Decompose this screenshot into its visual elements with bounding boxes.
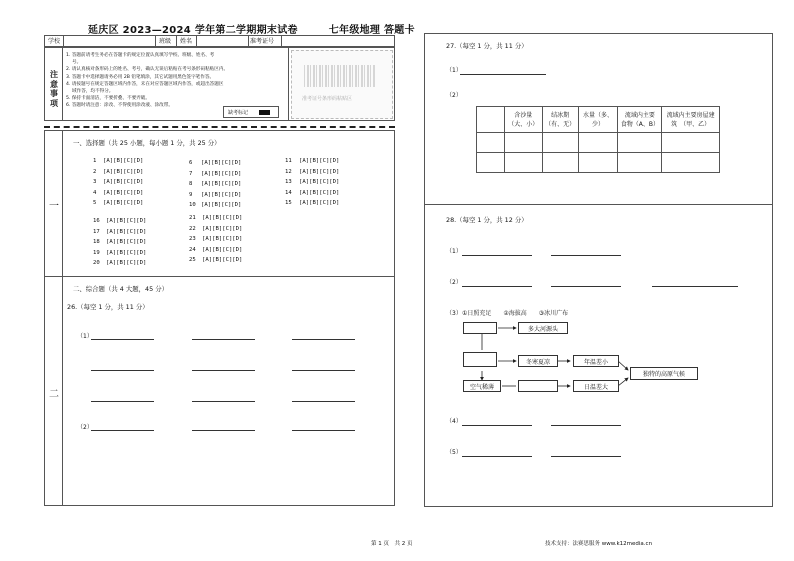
table-header: 流域内主要房屋建 筑 （甲、乙） <box>662 107 720 133</box>
table-header: 流域内主要 食物（A、B） <box>618 107 662 133</box>
page-title: 延庆区 2023—2024 学年第二学期期末试卷 七年级地理 答题卡 <box>88 25 415 36</box>
choice-group-21-25[interactable]: 21 [A][B][C][D] 22 [A][B][C][D] 23 [A][B][C][D] 24 [A][B][C][D] 25 [A][B][C][D] <box>189 215 243 263</box>
info-row <box>44 35 395 47</box>
page-number: 第 1 页 共 2 页 <box>371 541 413 547</box>
q26-part2-label: （2） <box>77 424 93 431</box>
answer-line[interactable] <box>551 255 621 256</box>
answer-line[interactable] <box>462 456 532 457</box>
choice-group-11-15[interactable]: 11 [A][B][C][D] 12 [A][B][C][D] 13 [A][B][C][D] 14 [A][B][C][D] 15 [A][B][C][D] <box>285 158 340 206</box>
answer-line[interactable] <box>192 401 255 402</box>
node-daily-range: 日温差大 <box>573 380 619 392</box>
table-cell[interactable] <box>542 153 578 173</box>
table-cell[interactable] <box>578 153 618 173</box>
school-label: 学校 <box>48 38 61 45</box>
q26-part1-label: （1） <box>77 333 93 340</box>
answer-line[interactable] <box>292 430 355 431</box>
section1-heading: 一、选择题（共 25 小题，每小题 1 分，共 25 分） <box>73 139 221 147</box>
q27-table <box>476 106 720 173</box>
node-annual-range: 年温差小 <box>573 355 619 367</box>
answer-line[interactable] <box>652 286 738 287</box>
miss-mark-box[interactable]: 缺考标记 <box>223 106 279 118</box>
answer-line[interactable] <box>460 74 546 75</box>
answer-line[interactable] <box>292 339 355 340</box>
answer-line[interactable] <box>91 401 154 402</box>
node-plateau-climate: 独特的高原气候 <box>630 367 698 380</box>
table-header: 含沙量 （大、小） <box>504 107 542 133</box>
section2-heading: 二、综合题（共 4 大题，45 分） <box>73 285 168 293</box>
section1-marker: 一 <box>49 201 59 212</box>
answer-line[interactable] <box>91 370 154 371</box>
choice-group-6-10[interactable]: 6 [A][B][C][D] 7 [A][B][C][D] 8 [A][B][C][D] 9 [A][B][C][D] 10 [A][B][C][D] <box>189 160 242 208</box>
blank-node[interactable] <box>518 380 558 392</box>
table-cell[interactable] <box>578 133 618 153</box>
cut-line <box>44 126 395 128</box>
q-divider <box>424 204 773 205</box>
q27-part1-label: （1） <box>446 67 462 74</box>
answer-line[interactable] <box>462 286 532 287</box>
class-label: 班级 <box>159 38 172 45</box>
table-cell[interactable] <box>618 153 662 173</box>
miss-mark-fill <box>259 110 270 115</box>
q27-part2-label: （2） <box>446 92 462 99</box>
answer-line[interactable] <box>292 370 355 371</box>
choice-section <box>44 130 395 277</box>
exam-no-label: 准考证号 <box>250 38 275 45</box>
table-header: 水量（多、 少） <box>578 107 618 133</box>
q28-part5-label: （5） <box>446 449 462 456</box>
barcode-icon <box>304 65 376 87</box>
answer-line[interactable] <box>462 425 532 426</box>
answer-line[interactable] <box>551 456 621 457</box>
answer-line[interactable] <box>192 370 255 371</box>
node-river-source: 多大河源头 <box>518 322 568 334</box>
answer-line[interactable] <box>91 339 154 340</box>
answer-line[interactable] <box>192 339 255 340</box>
q28-options: ①日照充足 ②海拔高 ③冰川广布 <box>462 310 569 317</box>
essay-section <box>44 276 395 506</box>
tech-support: 技术支持：法赛思服务 www.k12media.cn <box>545 541 653 547</box>
table-cell[interactable] <box>662 133 720 153</box>
q28-part4-label: （4） <box>446 418 462 425</box>
answer-line[interactable] <box>292 401 355 402</box>
name-label: 姓名 <box>180 38 193 45</box>
table-cell <box>477 153 505 173</box>
table-cell[interactable] <box>542 133 578 153</box>
node-winter-cold: 冬寒夏凉 <box>518 355 558 367</box>
blank-node[interactable] <box>463 352 497 367</box>
table-corner <box>477 107 505 133</box>
table-cell[interactable] <box>618 133 662 153</box>
table-cell[interactable] <box>504 133 542 153</box>
q28-part1-label: （1） <box>446 248 462 255</box>
blank-node[interactable] <box>463 322 497 334</box>
q26-title: 26.（每空 1 分，共 11 分） <box>67 303 149 311</box>
q28-part2-label: （2） <box>446 279 462 286</box>
table-cell <box>477 133 505 153</box>
q27-title: 27.（每空 1 分，共 11 分） <box>446 42 528 50</box>
answer-line[interactable] <box>192 430 255 431</box>
q28-part3-label: （3） <box>446 310 462 317</box>
answer-line[interactable] <box>91 430 154 431</box>
section2-marker: 二 <box>49 389 59 400</box>
notice-label: 注 意 事 项 <box>50 70 58 108</box>
q28-title: 28.（每空 1 分，共 12 分） <box>446 216 528 224</box>
notice-box <box>44 47 395 121</box>
answer-line[interactable] <box>462 255 532 256</box>
answer-line[interactable] <box>551 286 621 287</box>
node-thin-air: 空气稀薄 <box>463 380 501 392</box>
notice-text: 1. 答题前请考生务必在答题卡的规定位置认真填写学校、班级、姓名、考 号。 2. 请认真核对条形码上的姓名、考号，确认无误后粘贴在考号条形码粘贴区内。 3. 答题卡中选择题请务必用 2B 铅笔填涂，其它试题用黑色签字笔作答。 4. 请按题号在规定答题区域内作答，未在对应答题区域内作答，或超出答题区 域作答，均不得分。 5. 保持卡面清洁，不要折叠、不要弄破。 6. 答题时请注意：涂改、不得使用涂改液、涂改带。 <box>66 53 229 109</box>
barcode-area: 准考证号条形码粘贴区 <box>291 50 393 119</box>
table-header: 结冰期 （有、无） <box>542 107 578 133</box>
choice-group-16-20[interactable]: 16 [A][B][C][D] 17 [A][B][C][D] 18 [A][B][C][D] 19 [A][B][C][D] 20 [A][B][C][D] <box>93 218 147 266</box>
choice-group-1-5[interactable]: 1 [A][B][C][D] 2 [A][B][C][D] 3 [A][B][C][D] 4 [A][B][C][D] 5 [A][B][C][D] <box>93 158 144 206</box>
right-page-frame <box>424 33 773 507</box>
table-cell[interactable] <box>504 153 542 173</box>
answer-line[interactable] <box>551 425 621 426</box>
table-cell[interactable] <box>662 153 720 173</box>
